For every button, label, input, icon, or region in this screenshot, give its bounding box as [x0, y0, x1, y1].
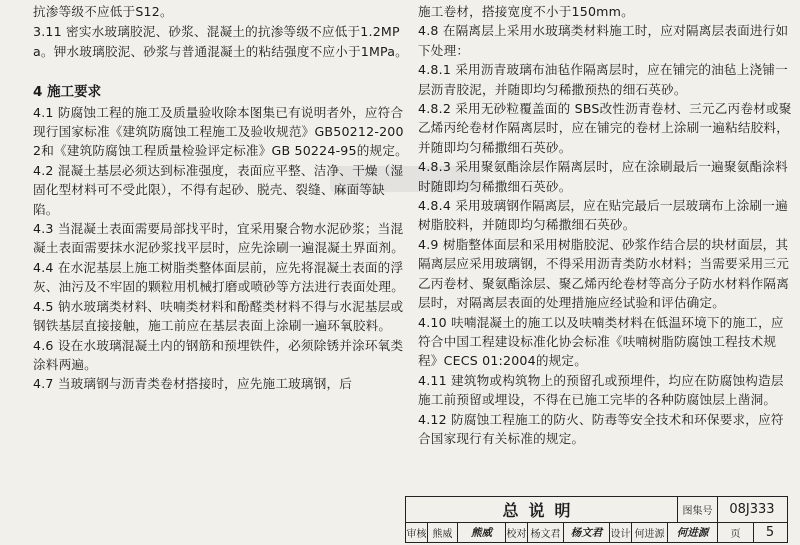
designer-signature: 何进源 [668, 522, 718, 542]
title-block-row-bottom [406, 522, 787, 542]
left-column [33, 2, 408, 394]
paragraph-3-11: 3.11 密实水玻璃胶泥、砂浆、混凝土的抗渗等级不应低于1.2MPa。钾水玻璃胶泥、砂浆与普通混凝土的粘结强度不应小于1MPa。 [33, 24, 408, 59]
checker-signature: 杨文君 [564, 522, 610, 542]
paragraph-4-9: 4.9 树脂整体面层和采用树脂胶泥、砂浆作结合层的块材面层，其隔离层应采用玻璃钢，不得采用沥青类防水材料；当需要采用三元乙丙卷材、聚氨酯涂层、聚乙烯丙纶卷材等高分子防水材料作隔离层时，对隔离层表面的处理措施应经试验和评估确定。 [418, 236, 790, 311]
paragraph-4-1: 4.1 防腐蚀工程的施工及质量验收除本图集已有说明者外，应符合现行国家标准《建筑防腐蚀工程施工及验收规范》GB50212-2002和《建筑防腐蚀工程质量检验评定标准》GB 50224-95的规定。 [33, 104, 408, 159]
review-label: 审核 [406, 522, 428, 542]
paragraph-4-10: 4.10 呋喃混凝土的施工以及呋喃类材料在低温环境下的施工，应符合中国工程建设标准化协会标准《呋喃树脂防腐蚀工程技术规程》CECS 01:2004的规定。 [418, 314, 784, 369]
drawing-title: 总说明 [406, 497, 678, 522]
paragraph-4-8-4: 4.8.4 采用玻璃钢作隔离层，应在贴完最后一层玻璃布上涂刷一遍树脂胶料，并随即均匀稀撒细石英砂。 [418, 198, 788, 233]
page-number: 5 [765, 524, 775, 540]
paragraph-4-4: 4.4 在水泥基层上施工树脂类整体面层前，应先将混凝土表面的浮灰、油污及不牢固的颗粒用机械打磨或喷砂等方法进行表面处理。 [33, 259, 405, 295]
atlas-no: 08J333 [729, 502, 775, 517]
reviewer-signature: 熊威 [458, 522, 506, 542]
paragraph-4-7: 4.7 当玻璃钢与沥青类卷材搭接时，应先施工玻璃钢，后 [33, 376, 353, 392]
title-block [405, 496, 788, 543]
paragraph-4-8: 4.8 在隔离层上采用水玻璃类材料施工时，应对隔离层表面进行如下处理： [418, 23, 789, 58]
paragraph-4-2: 4.2 混凝土基层必须达到标准强度，表面应平整、洁净、干燥（湿固化型材料可不受此限），不得有起砂、脱壳、裂缝、麻面等缺陷。 [33, 162, 404, 217]
paragraph-4-8-2: 4.8.2 采用无砂粒覆盖面的 SBS改性沥青卷材、三元乙丙卷材或聚乙烯丙纶卷材作隔离层时，应在铺完的卷材上涂刷一遍粘结胶料，并随即均匀稀撒细石英砂。 [418, 101, 792, 155]
paragraph-4-8-3: 4.8.3 采用聚氨酯涂层作隔离层时，应在涂刷最后一遍聚氨酯涂料时随即均匀稀撒细石英砂。 [418, 159, 788, 194]
right-column [418, 2, 793, 448]
paragraph-4-3: 4.3 当混凝土表面需要局部找平时，宜采用聚合物水泥砂浆；当混凝土表面需要抹水泥砂浆找平层时，应先涂刷一遍混凝土界面剂。 [33, 221, 405, 256]
design-label: 设计 [610, 522, 632, 542]
section-heading-4: 4 施工要求 [33, 84, 102, 101]
paragraph-cont: 施工卷材，搭接宽度不小于150mm。 [418, 4, 634, 19]
paragraph-4-5: 4.5 钠水玻璃类材料、呋喃类材料和酚醛类材料不得与水泥基层或钢铁基层直接接触，施工前应在基层表面上涂刷一遍环氧胶料。 [33, 298, 404, 334]
check-label: 校对 [506, 522, 528, 542]
paragraph-4-12: 4.12 防腐蚀工程施工的防火、防毒等安全技术和环保要求，应符合国家现行有关标准的规定。 [418, 411, 784, 446]
title-block-row-top [406, 497, 787, 523]
paragraph-4-6: 4.6 设在水玻璃混凝土内的钢筋和预埋铁件，必须除锈并涂环氧类涂料两遍。 [33, 337, 404, 372]
page-label: 页 [718, 522, 754, 542]
paragraph-4-11: 4.11 建筑物或构筑物上的预留孔或预埋件，均应在防腐蚀构造层施工前预留或埋设，不得在已施工完毕的各种防腐蚀层上凿洞。 [418, 372, 784, 408]
paragraph-4-8-1: 4.8.1 采用沥青玻璃布油毡作隔离层时，应在铺完的油毡上浇铺一层沥青胶泥，并随即均匀稀撒预热的细石英砂。 [418, 62, 788, 97]
designer-name: 何进源 [632, 522, 668, 542]
reviewer-name: 熊威 [428, 522, 458, 542]
paragraph-intro: 抗渗等级不应低于S12。 [33, 4, 173, 19]
checker-name: 杨文君 [528, 522, 564, 542]
atlas-no-label: 图集号 [678, 497, 718, 522]
